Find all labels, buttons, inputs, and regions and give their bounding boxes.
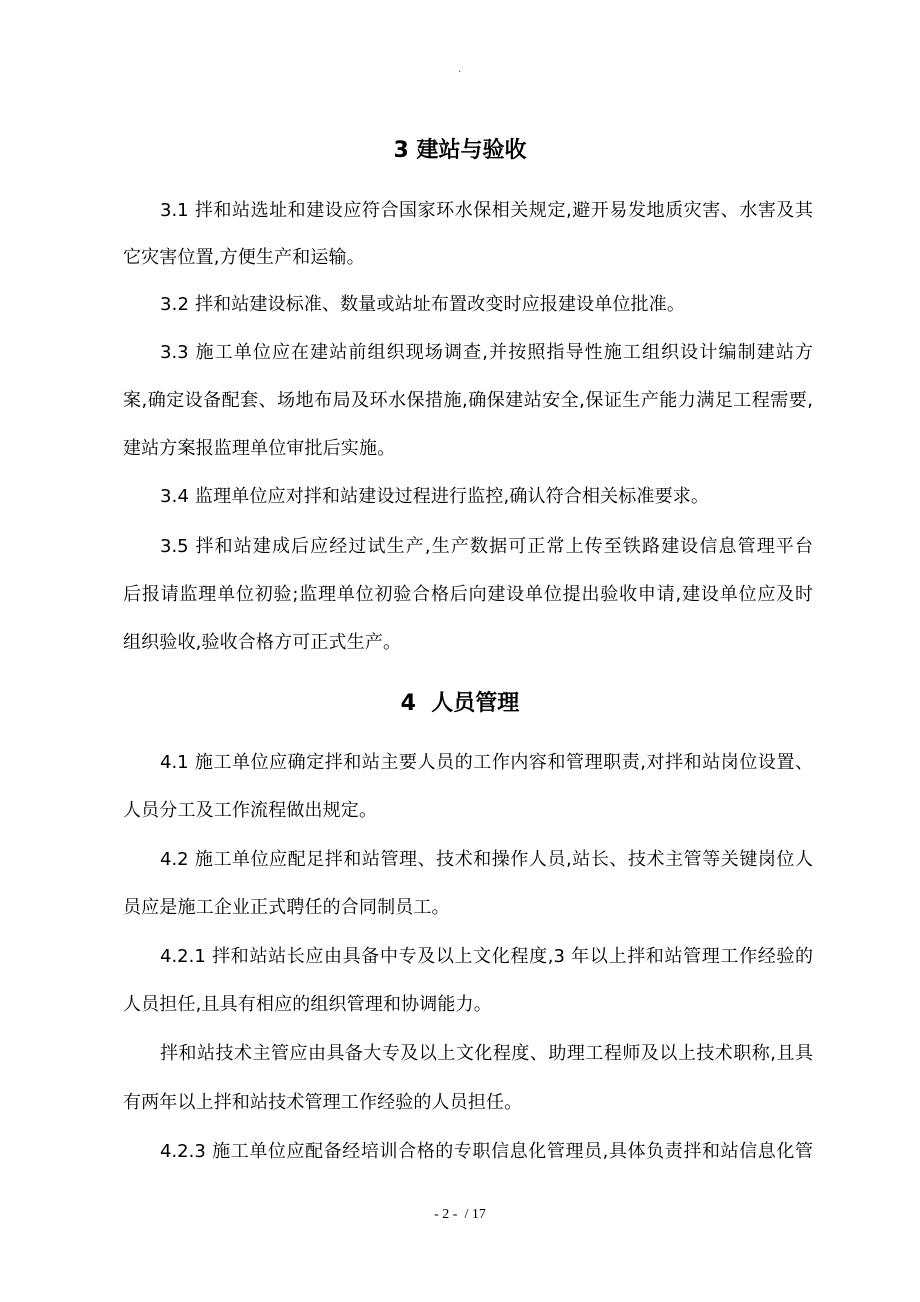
paragraph-line: 后报请监理单位初验;监理单位初验合格后向建设单位提出验收申请,建设单位应及时 [123, 584, 813, 605]
paragraph-line: 4.2 施工单位应配足拌和站管理、技术和操作人员,站长、技术主管等关键岗位人 [160, 849, 813, 870]
paragraph-line: 4.2.3 施工单位应配备经培训合格的专职信息化管理员,具体负责拌和站信息化管 [160, 1141, 813, 1162]
paragraph-line: 它灾害位置,方便生产和运输。 [123, 247, 365, 268]
paragraph-line: 案,确定设备配套、场地布局及环水保措施,确保建站安全,保证生产能力满足工程需要, [123, 390, 813, 411]
paragraph-line: 3.3 施工单位应在建站前组织现场调查,并按照指导性施工组织设计编制建站方 [160, 342, 813, 363]
paragraph-line: 3.5 拌和站建成后应经过试生产,生产数据可正常上传至铁路建设信息管理平台 [160, 536, 813, 557]
paragraph-line: 组织验收,验收合格方可正式生产。 [123, 632, 402, 653]
paragraph-line: 3.1 拌和站选址和建设应符合国家环水保相关规定,避开易发地质灾害、水害及其 [160, 200, 813, 221]
paragraph-line: 员应是施工企业正式聘任的合同制员工。 [123, 897, 450, 918]
paragraph-line: 有两年以上拌和站技术管理工作经验的人员担任。 [123, 1092, 523, 1113]
paragraph-line: 拌和站技术主管应由具备大专及以上文化程度、助理工程师及以上技术职称,且具 [160, 1043, 813, 1064]
paragraph-line: 建站方案报监理单位审批后实施。 [123, 438, 396, 459]
paragraph-line: 3.4 监理单位应对拌和站建设过程进行监控,确认符合相关标准要求。 [160, 486, 710, 507]
header-mark: . [458, 64, 462, 75]
paragraph-line: 4.2.1 拌和站站长应由具备中专及以上文化程度,3 年以上拌和站管理工作经验的 [160, 946, 813, 967]
paragraph-line: 3.2 拌和站建设标准、数量或站址布置改变时应报建设单位批准。 [160, 294, 685, 315]
paragraph-line: 4.1 施工单位应确定拌和站主要人员的工作内容和管理职责,对拌和站岗位设置、 [160, 752, 813, 773]
section-3-heading: 3 建站与验收 [393, 138, 527, 163]
section-4-heading: 4 人员管理 [400, 691, 520, 716]
paragraph-line: 人员分工及工作流程做出规定。 [123, 800, 378, 821]
page-number: - 2 - / 17 [434, 1207, 486, 1222]
paragraph-line: 人员担任,且具有相应的组织管理和协调能力。 [123, 994, 492, 1015]
